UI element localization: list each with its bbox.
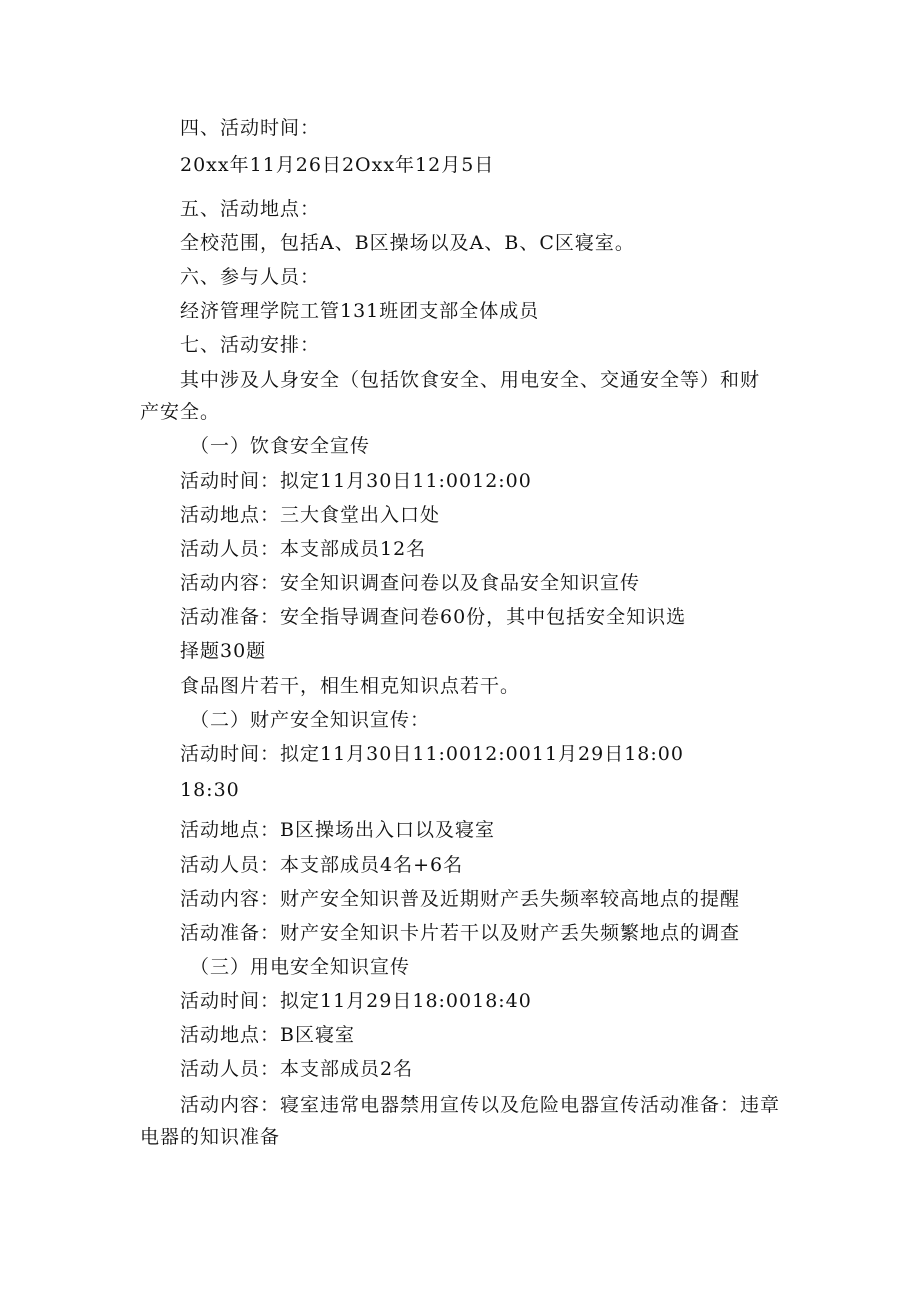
food-activity-location: 活动地点：三大食堂出入口处 <box>180 504 441 526</box>
electric-activity-staff: 活动人员：本支部成员2名 <box>180 1058 414 1080</box>
food-activity-preparation-cont: 择题30题 <box>180 640 267 662</box>
electric-activity-time: 活动时间：拟定11月29日18:0018:40 <box>180 990 532 1012</box>
food-activity-staff: 活动人员：本支部成员12名 <box>180 538 427 560</box>
heading-activity-time: 四、活动时间： <box>180 117 321 139</box>
food-activity-preparation: 活动准备：安全指导调查问卷60份，其中包括安全知识选 <box>180 606 687 628</box>
food-activity-materials: 食品图片若干，相生相克知识点若干。 <box>180 675 521 697</box>
property-activity-preparation: 活动准备：财产安全知识卡片若干以及财产丢失频繁地点的调查 <box>180 922 741 944</box>
property-activity-location: 活动地点：B区操场出入口以及寝室 <box>180 819 495 841</box>
section-electricity-safety-heading: （三）用电安全知识宣传 <box>190 956 411 978</box>
activity-location-text: 全校范围，包括A、B区操场以及A、B、C区寝室。 <box>180 232 635 254</box>
heading-activity-arrangement: 七、活动安排： <box>180 334 321 356</box>
food-activity-time: 活动时间：拟定11月30日11:0012:00 <box>180 470 532 492</box>
activity-date-range: 20xx年11月26日2Oxx年12月5日 <box>180 154 495 176</box>
property-activity-time: 活动时间：拟定11月30日11:0012:0011月29日18:00 <box>180 743 684 765</box>
electric-activity-content: 活动内容：寝室违常电器禁用宣传以及危险电器宣传活动准备：违章 <box>180 1094 781 1116</box>
property-activity-content: 活动内容：财产安全知识普及近期财产丢失频率较高地点的提醒 <box>180 888 741 910</box>
property-activity-staff: 活动人员：本支部成员4名+6名 <box>180 854 464 876</box>
food-activity-content: 活动内容：安全知识调查问卷以及食品安全知识宣传 <box>180 572 641 594</box>
electric-activity-location: 活动地点：B区寝室 <box>180 1024 355 1046</box>
property-activity-time-cont: 18:30 <box>180 779 240 801</box>
participants-text: 经济管理学院工管131班团支部全体成员 <box>180 300 540 322</box>
section-property-safety-heading: （二）财产安全知识宣传： <box>190 709 431 731</box>
electric-activity-content-cont: 电器的知识准备 <box>140 1126 281 1148</box>
arrangement-paragraph-line-1: 其中涉及人身安全（包括饮食安全、用电安全、交通安全等）和财 <box>180 369 761 391</box>
arrangement-paragraph-line-2: 产安全。 <box>140 401 221 423</box>
section-food-safety-heading: （一）饮食安全宣传 <box>190 435 371 457</box>
heading-activity-location: 五、活动地点： <box>180 198 321 220</box>
heading-participants: 六、参与人员： <box>180 266 321 288</box>
